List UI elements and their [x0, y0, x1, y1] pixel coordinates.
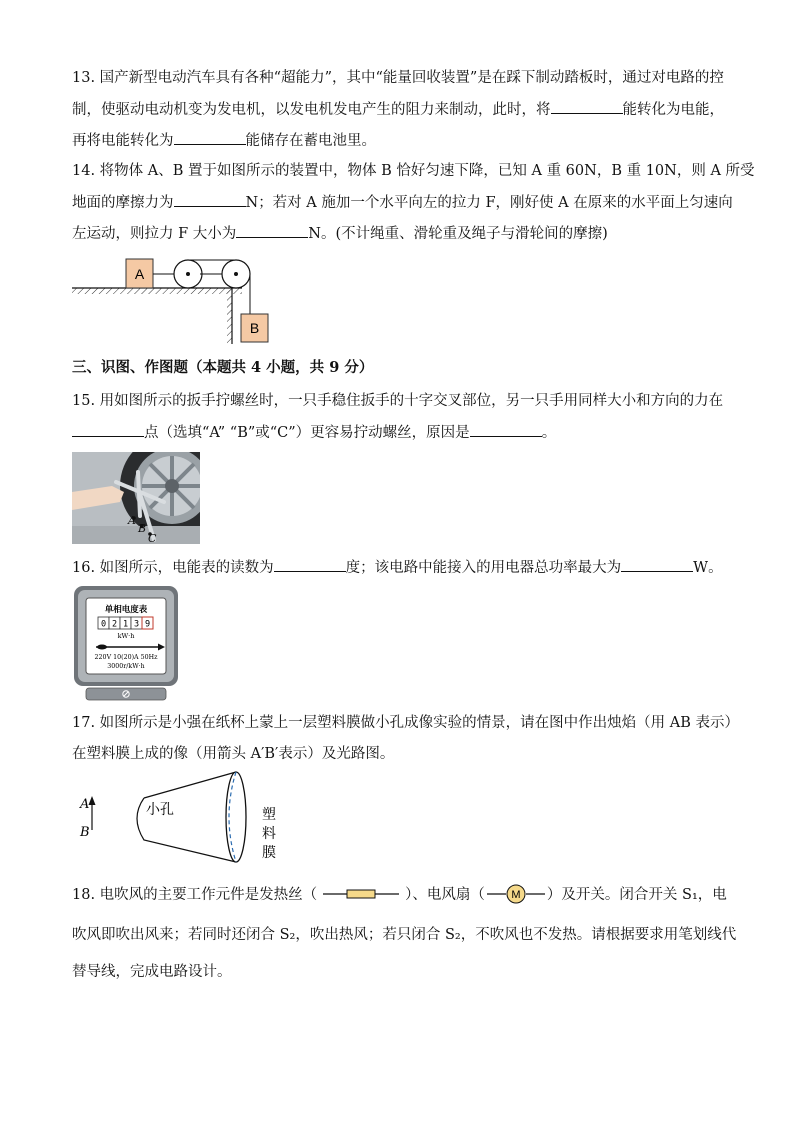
q14-line2: 地面的摩擦力为 N；若对 A 施加一个水平向左的拉力 F，刚好使 A 在原来的水平面上匀速向: [72, 192, 732, 213]
meter-digit: 0: [100, 619, 107, 630]
film-label: 料: [262, 826, 276, 842]
answer-blank[interactable]: [174, 192, 246, 207]
pulley-figure: [70, 252, 280, 344]
answer-blank[interactable]: [274, 557, 346, 572]
pinhole-figure: [72, 770, 292, 866]
motor-label: M: [511, 889, 521, 901]
wrench-photo: [72, 452, 200, 544]
q15-line1: 15. 用如图所示的扳手拧螺丝时，一只手稳住扳手的十字交叉部位，另一只手用同样大小和方向的力在: [72, 393, 724, 409]
meter-unit: kW·h: [117, 632, 135, 640]
label-b: B: [80, 825, 90, 840]
answer-blank[interactable]: [551, 99, 623, 114]
hole-label: 小孔: [146, 802, 174, 818]
answer-blank[interactable]: [236, 223, 308, 238]
q16-line1: 16. 如图所示，电能表的读数为 度；该电路中能接入的用电器总功率最大为 W。: [72, 557, 732, 578]
meter-digit: 1: [122, 619, 129, 630]
meter-digit: 3: [133, 619, 140, 630]
meter-digit: 2: [111, 619, 118, 630]
point-c-label: C: [148, 532, 157, 544]
q17-line2: 在塑料膜上成的像（用箭头 A′B′表示）及光路图。: [72, 746, 395, 762]
electricity-meter: [72, 584, 180, 702]
meter-spec: 220V 10(20)A 50Hz: [94, 654, 158, 661]
label-a: A: [80, 797, 90, 812]
film-label: 塑: [262, 807, 276, 823]
answer-blank[interactable]: [621, 557, 693, 572]
motor-symbol: [485, 884, 547, 904]
meter-digit: 9: [144, 619, 151, 630]
section-heading: 三、识图、作图题（本题共 4 小题，共 9 分）: [72, 359, 374, 376]
point-b-label: B: [138, 522, 147, 535]
q13-line3: 再将电能转化为 能储存在蓄电池里。: [72, 130, 732, 151]
answer-blank[interactable]: [174, 130, 246, 145]
answer-blank[interactable]: [470, 422, 542, 437]
block-b-label: B: [249, 320, 260, 336]
q14-line3: 左运动，则拉力 F 大小为 N。(不计绳重、滑轮重及绳子与滑轮间的摩擦): [72, 223, 732, 244]
block-a-label: A: [134, 266, 145, 282]
q18-line1: 18. 电吹风的主要工作元件是发热丝（ ）、电风扇（ M ）及开关。闭合开关 S₁，电: [72, 884, 732, 905]
q15-line2: 点（选填“A” “B”或“C”）更容易拧动螺丝，原因是 。: [72, 422, 732, 443]
q13-line1: 13. 国产新型电动汽车具有各种“超能力”，其中“能量回收装置”是在踩下制动踏板时，通过对电路的控: [72, 70, 724, 86]
q17-line1: 17. 如图所示是小强在纸杯上蒙上一层塑料膜做小孔成像实验的情景，请在图中作出烛焰（用 AB 表示）: [72, 715, 740, 731]
meter-rate: 3000r/kW·h: [107, 663, 145, 670]
point-a-label: A: [128, 514, 136, 527]
heating-wire-symbol: [317, 886, 405, 902]
meter-title: 单相电度表: [104, 605, 148, 615]
q14-line1: 14. 将物体 A、B 置于如图所示的装置中，物体 B 恰好匀速下降，已知 A 重 60N，B 重 10N，则 A 所受: [72, 163, 755, 179]
q18-line2: 吹风即吹出风来；若同时还闭合 S₂，吹出热风；若只闭合 S₂，不吹风也不发热。请根据要求用笔划线代: [72, 927, 737, 943]
q13-line2: 制，使驱动电动机变为发电机，以发电机发电产生的阻力来制动，此时，将 能转化为电能，: [72, 99, 732, 120]
film-label: 膜: [262, 845, 276, 861]
answer-blank[interactable]: [72, 422, 144, 437]
q18-line3: 替导线，完成电路设计。: [72, 964, 232, 980]
